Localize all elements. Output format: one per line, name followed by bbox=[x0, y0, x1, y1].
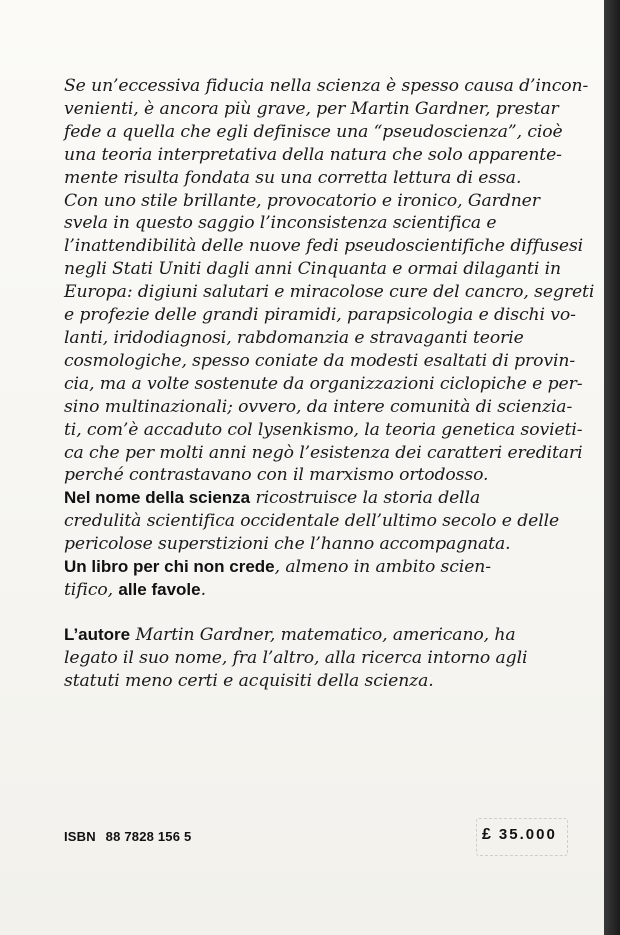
currency-symbol: £ bbox=[482, 826, 493, 843]
cover-edge bbox=[604, 0, 620, 935]
body-text: Europa: digiuni salutari e miracolose cure del cancro, segreti bbox=[64, 282, 595, 303]
text-line bbox=[64, 396, 574, 419]
text-line bbox=[64, 579, 574, 602]
body-text: cosmologiche, spesso coniate da modesti esaltati di provin- bbox=[64, 350, 576, 371]
emphasis-text: alle favole bbox=[118, 579, 201, 599]
text-line bbox=[64, 350, 574, 373]
text-line bbox=[64, 258, 574, 281]
body-text: ricostruisce la storia della bbox=[250, 488, 481, 509]
body-text: pericolose superstizioni che l’hanno accompagnata. bbox=[64, 534, 511, 555]
body-text: legato il suo nome, fra l’altro, alla ricerca intorno agli bbox=[64, 647, 528, 668]
text-line bbox=[64, 121, 574, 144]
price-tag bbox=[482, 826, 557, 844]
text-line bbox=[64, 624, 574, 647]
text-line bbox=[64, 235, 584, 258]
body-text: lanti, iridodiagnosi, rabdomanzia e stravaganti teorie bbox=[64, 327, 524, 348]
text-line bbox=[64, 75, 589, 98]
body-text: Martin Gardner, matematico, americano, ha bbox=[130, 624, 516, 645]
body-text: ca che per molti anni negò l’esistenza dei caratteri ereditari bbox=[64, 442, 583, 463]
text-line bbox=[64, 442, 583, 465]
body-text: e profezie delle grandi piramidi, parapsicologia e dischi vo- bbox=[64, 305, 576, 326]
text-line bbox=[64, 647, 574, 670]
emphasis-text: Un libro per chi non crede bbox=[64, 557, 275, 577]
text-line bbox=[64, 533, 574, 556]
text-line bbox=[64, 98, 574, 121]
text-line bbox=[64, 167, 574, 190]
text-line bbox=[64, 304, 574, 327]
text-line bbox=[64, 556, 574, 579]
emphasis-text: Nel nome della scienza bbox=[64, 488, 251, 508]
text-line bbox=[64, 670, 574, 693]
body-text: venienti, è ancora più grave, per Martin Gardner, prestar bbox=[64, 98, 559, 119]
body-text: credulità scientifica occidentale dell’ultimo secolo e delle bbox=[64, 511, 560, 532]
text-line bbox=[64, 464, 574, 487]
text-line bbox=[64, 212, 574, 235]
body-text: perché contrastavano con il marxismo ortodosso. bbox=[64, 465, 489, 486]
isbn-line bbox=[64, 829, 191, 844]
text-line bbox=[64, 144, 574, 167]
text-line bbox=[64, 281, 595, 304]
body-text: negli Stati Uniti dagli anni Cinquanta e ormai dilaganti in bbox=[64, 259, 561, 280]
text-line bbox=[64, 419, 583, 442]
body-text: Se un’eccessiva fiducia nella scienza è spesso causa d’incon- bbox=[64, 76, 589, 96]
body-text: ti, com’è accaduto col lysenkismo, la teoria genetica sovieti- bbox=[64, 419, 583, 440]
text-line bbox=[64, 510, 574, 533]
text-line bbox=[64, 327, 574, 350]
isbn-number: 88 7828 156 5 bbox=[105, 829, 192, 844]
body-text: l’inattendibilità delle nuove fedi pseudoscientifiche diffusesi bbox=[64, 236, 584, 257]
isbn-label: ISBN bbox=[64, 829, 96, 844]
text-line bbox=[64, 190, 574, 213]
body-text: svela in questo saggio l’inconsistenza scientifica e bbox=[64, 213, 497, 234]
body-text: , almeno in ambito scien- bbox=[274, 557, 491, 578]
body-text: tifico, bbox=[64, 579, 119, 600]
paragraph-gap bbox=[64, 602, 574, 624]
body-text: una teoria interpretativa della natura che solo apparente- bbox=[64, 144, 562, 165]
body-text: cia, ma a volte sostenute da organizzazioni ciclopiche e per- bbox=[64, 373, 583, 394]
price-amount: 35.000 bbox=[498, 826, 557, 843]
body-text: mente risulta fondata su una corretta lettura di essa. bbox=[64, 167, 522, 188]
body-text: sino multinazionali; ovvero, da intere comunità di scienzia- bbox=[64, 396, 573, 417]
blurb-text bbox=[64, 75, 595, 693]
body-text: . bbox=[200, 579, 206, 600]
body-text: statuti meno certi e acquisiti della scienza. bbox=[64, 670, 434, 691]
text-line bbox=[64, 373, 583, 396]
body-text: fede a quella che egli definisce una “pseudoscienza”, cioè bbox=[64, 121, 563, 142]
emphasis-text: L’autore bbox=[64, 624, 131, 644]
text-line bbox=[64, 487, 574, 510]
body-text: Con uno stile brillante, provocatorio e ironico, Gardner bbox=[64, 190, 540, 211]
